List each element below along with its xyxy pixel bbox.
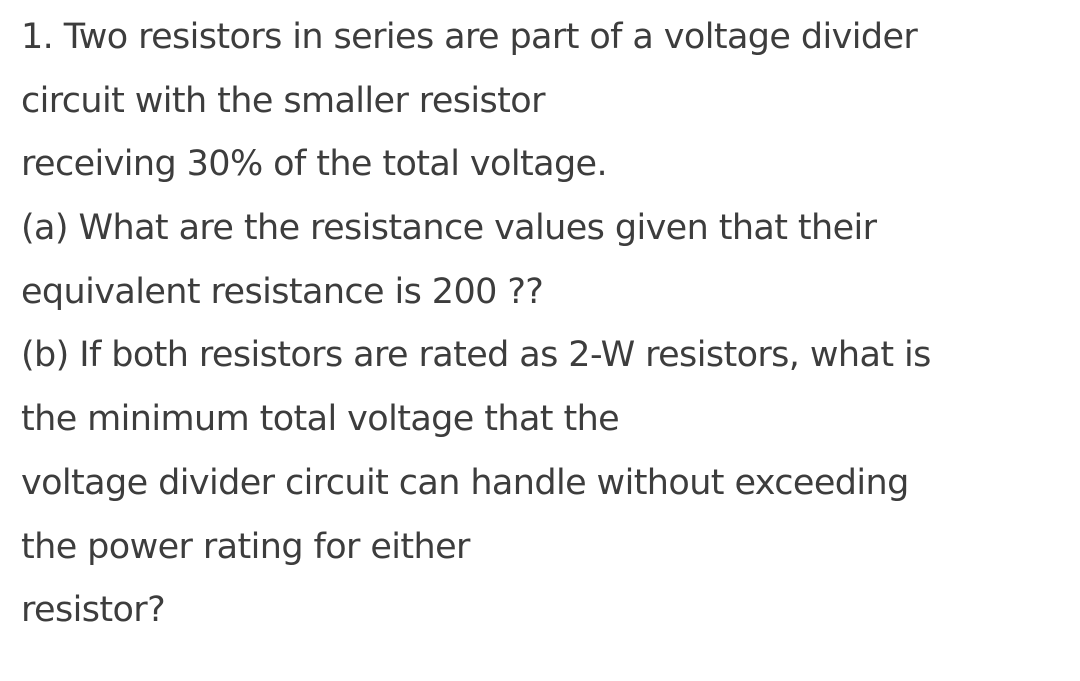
question-line-2: circuit with the smaller resistor [21, 80, 545, 121]
question-line-3: receiving 30% of the total voltage. [21, 144, 608, 185]
part-b-line-1: (b) If both resistors are rated as 2-W resistors, what is [21, 335, 931, 376]
part-a-line-1: (a) What are the resistance values given that their [21, 208, 877, 249]
part-b-line-5: resistor? [21, 590, 166, 631]
question-text [21, 6, 931, 643]
part-b-line-2: the minimum total voltage that the [21, 399, 620, 440]
question-line-1: 1. Two resistors in series are part of a voltage divider [21, 17, 918, 57]
part-b-line-4: the power rating for either [21, 526, 470, 567]
part-a-line-2: equivalent resistance is 200 ?? [21, 271, 544, 312]
part-b-line-3: voltage divider circuit can handle without exceeding [21, 462, 909, 503]
